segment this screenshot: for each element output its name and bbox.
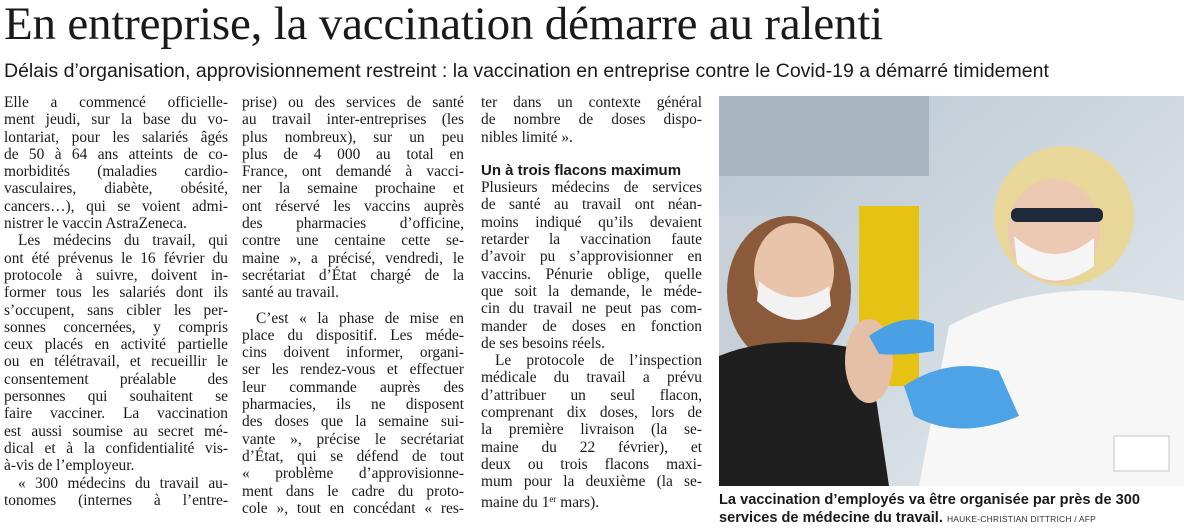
article-text-line: C’est « la phase de mise en (256, 309, 464, 327)
paragraph-gap (242, 302, 464, 310)
paragraph-gap (481, 146, 702, 154)
article-text-line: contre une centaine cette se- (242, 232, 464, 250)
article-text-line: d’État, qui se défend de tout (242, 447, 464, 465)
article-text-line: vaccins. Pénurie oblige, quelle (481, 265, 702, 283)
article-text-line: maine du 22 février), et (481, 438, 702, 456)
article-text-line: de ses besoins réels. (481, 334, 605, 352)
subheadline: Délais d’organisation, approvisionnement restreint : la vaccination en entreprise contre le Covid-19 a démarré timidement (4, 60, 1049, 82)
article-text-line: ment jeudi, sur la base du vo- (4, 111, 228, 129)
article-text-line: de santé au travail ont néan- (481, 196, 702, 214)
article-text-line: « problème d’approvisionne- (242, 465, 464, 483)
article-text-line: des doses que la semaine sui- (242, 413, 464, 431)
article-text-line: plus nombreux), sur un peu (242, 128, 464, 146)
article-text-line: sonnes concernées, y compris (4, 318, 228, 336)
article-text-line: plus de 4 000 au total en (242, 145, 464, 163)
article-text-line: médicale du travail a prévu (481, 369, 702, 387)
article-text-line: vasculaires, diabète, obésité, (4, 180, 228, 198)
article-text-line: France, ont demandé à vacci- (242, 163, 464, 181)
caption-text: La vaccination d’employés va être organisée par près de 300 services de médecine du travail. (719, 492, 1140, 526)
article-text-line: cole », tout en concédant « res- (242, 499, 464, 517)
article-text-line: ter dans un contexte général (481, 94, 702, 111)
article-text-line: consentement préalable des (4, 370, 228, 388)
article-text-line: à-vis de l’employeur. (4, 457, 135, 475)
headline: En entreprise, la vaccination démarre au ralenti (4, 0, 884, 50)
article-text-line: ment dans le cadre du proto- (242, 482, 464, 500)
section-subheading: Un à trois flacons maximum (481, 161, 682, 179)
article-column-3 (481, 94, 702, 511)
article-column-2 (242, 94, 464, 517)
article-text-line: santé au travail. (242, 284, 340, 302)
article-text-line: ser les rendez-vous et effectuer (242, 361, 464, 379)
article-text-line: pharmacies, ils ne disposent (242, 396, 464, 414)
article-text-line: maine », a précisé, vendredi, le (242, 249, 464, 267)
article-text-line: mander de doses en fonction (481, 317, 702, 335)
article-text-line: d’avoir pu s’approvisionner en (481, 248, 702, 266)
article-text-line: former tous les salariés dont ils (4, 284, 228, 302)
article-text-line: secrétariat d’État chargé de la (242, 266, 464, 284)
article-text-line: au travail inter-entreprises (les (242, 111, 464, 129)
paragraph-gap (481, 154, 702, 162)
article-text-line: place du dispositif. Les méde- (242, 326, 464, 344)
article-text-line: d’attribuer un seul flacon, (481, 386, 702, 404)
article-text-line: de 50 à 64 ans atteints de co- (4, 145, 228, 163)
text-fragment: mars). (556, 493, 600, 511)
article-text-line: est aussi soumise au secret mé- (4, 422, 228, 440)
article-text-line: cancers…), qui se voient admi- (4, 197, 228, 215)
photo-caption (719, 491, 1184, 528)
ordinal-superscript: er (549, 493, 557, 504)
article-text-line: cin du travail ne peut pas com- (481, 300, 702, 318)
article-text-line: morbidités (maladies cardio- (4, 163, 228, 181)
article-text-line: retarder la vaccination faute (481, 231, 702, 249)
article-text-line: ont été prévenus le 16 février du (4, 249, 228, 267)
article-text-line: deux ou trois flacons maxi- (481, 455, 702, 473)
article-text-line: nistrer le vaccin AstraZeneca. (4, 215, 187, 233)
article-text-line: mum pour la deuxième (la se- (481, 473, 702, 491)
article-text-line: que soit la demande, le méde- (481, 282, 702, 300)
article-text-line: Plusieurs médecins de services (481, 179, 702, 197)
article-photo (719, 96, 1184, 486)
article-text-line: cins doivent informer, organi- (242, 344, 464, 362)
article-text-line: faire vacciner. La vaccination (4, 405, 228, 423)
article-text-line: s’occupent, sans cibler les per- (4, 301, 228, 319)
article-text-line: protocole à suivre, doivent in- (4, 266, 228, 284)
article-text-line: prise) ou des services de santé (242, 94, 464, 111)
article-text-line: tonomes (internes à l’entre- (4, 491, 228, 509)
article-text-line: vante », précise le secrétariat (242, 430, 464, 448)
article-text-line: ceux placés en activité partielle (4, 336, 228, 354)
article-column-1 (4, 94, 228, 509)
article-text-line: Le protocole de l’inspection (495, 352, 702, 370)
article-text-line: comprenant dix doses, lors de (481, 404, 702, 422)
article-text-line: « 300 médecins du travail au- (18, 474, 228, 492)
article-text-line: de nombre de doses dispo- (481, 111, 702, 129)
article-text-line: leur commande auprès des (242, 378, 464, 396)
article-text-line: ner la semaine prochaine et (242, 180, 464, 198)
article-text-line: nibles limité ». (481, 128, 573, 146)
article-text-line: ont réservé les vaccins auprès (242, 197, 464, 215)
article-text-line: la première livraison (la se- (481, 421, 702, 439)
vaccination-photo-illustration (719, 96, 1184, 486)
article-text-line: moins indiqué qu’ils devaient (481, 213, 702, 231)
article-text-line: Les médecins du travail, qui (18, 232, 228, 250)
article-text-line: dical et à la confidentialité vis- (4, 439, 228, 457)
article-text-line: des pharmacies d’officine, (242, 215, 464, 233)
article-text-line: personnes qui souhaitent se (4, 388, 228, 406)
article-text-line (481, 491, 702, 511)
article-text-line: Elle a commencé officielle- (4, 94, 228, 111)
article-text-line: lontariat, pour les salariés âgés (4, 128, 228, 146)
article-text-line: ou en télétravail, et recueillir le (4, 353, 228, 371)
photo-credit: HAUKE-CHRISTIAN DITTRICH / AFP (946, 514, 1097, 524)
text-fragment: maine du 1 (481, 493, 550, 511)
